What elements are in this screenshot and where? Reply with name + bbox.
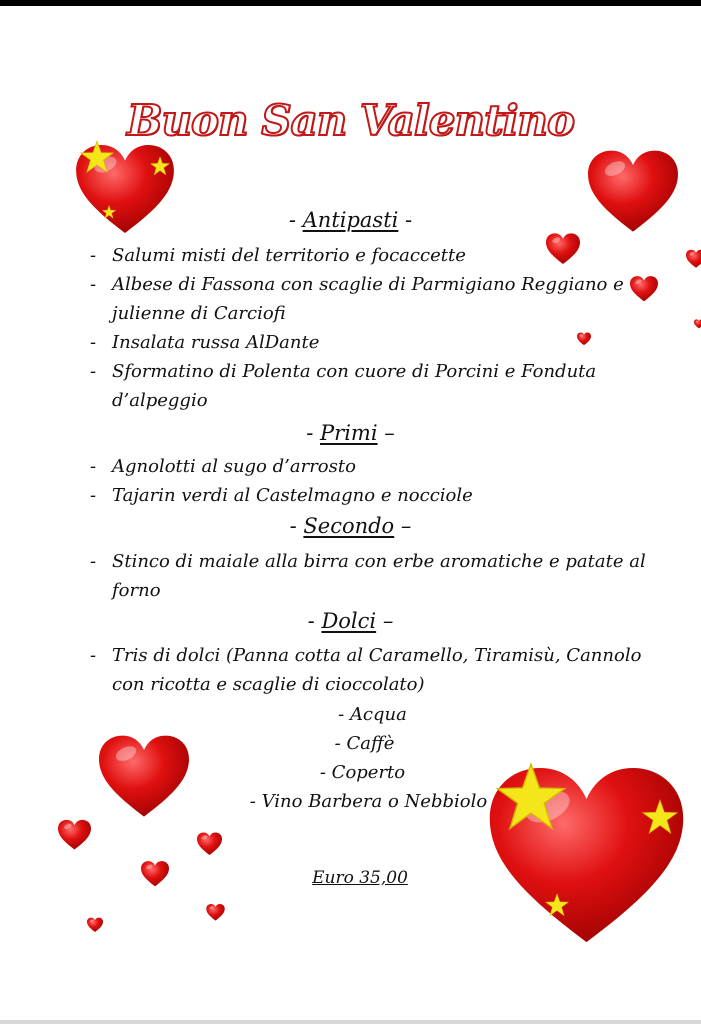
heart-icon <box>694 318 701 330</box>
extra-item: - Caffè <box>334 733 395 754</box>
section-secondo: - Secondo – <box>289 514 412 538</box>
section-primi-label: Primi <box>320 421 378 445</box>
menu-item: - Sformatino di Polenta con cuore di Porcini e Fonduta d’alpeggio <box>90 361 597 411</box>
section-secondo-label: Secondo <box>303 514 395 538</box>
top-border <box>0 0 701 6</box>
section-primi: - Primi – <box>306 421 395 445</box>
extra-item: - Vino Barbera o Nebbiolo <box>249 791 488 812</box>
menu-item: - Insalata russa AlDante <box>90 332 320 353</box>
menu-item: - Stinco di maiale alla birra con erbe aromatiche e patate al forno <box>90 551 646 601</box>
menu-item: - Salumi misti del territorio e focaccette <box>90 245 466 266</box>
menu-item: - Albese di Fassona con scaglie di Parmigiano Reggiano e julienne di Carciofi <box>90 274 624 324</box>
bottom-border <box>0 1020 701 1024</box>
extra-item: - Acqua <box>338 704 407 725</box>
section-antipasti: - Antipasti - <box>288 208 413 232</box>
menu-item: - Tajarin verdi al Castelmagno e nocciole <box>90 485 473 506</box>
star-icon <box>150 156 170 176</box>
star-icon <box>80 140 114 174</box>
menu-item: - Tris di dolci (Panna cotta al Caramello, Tiramisù, Cannolo con ricotta e scaglie di cioccolato) <box>90 645 642 695</box>
page-title: Buon San Valentino <box>127 96 574 145</box>
star-icon <box>545 893 569 917</box>
extra-item: - Coperto <box>319 762 406 783</box>
heart-icon <box>206 904 225 921</box>
heart-icon <box>686 247 701 271</box>
price: Euro 35,00 <box>312 868 408 888</box>
heart-icon <box>87 917 103 933</box>
section-dolci-label: Dolci <box>321 609 377 633</box>
heart-icon <box>197 830 222 858</box>
menu-item: - Agnolotti al sugo d’arrosto <box>90 456 356 477</box>
section-dolci: - Dolci – <box>307 609 394 633</box>
heart-icon <box>58 818 91 852</box>
section-antipasti-label: Antipasti <box>302 208 399 232</box>
